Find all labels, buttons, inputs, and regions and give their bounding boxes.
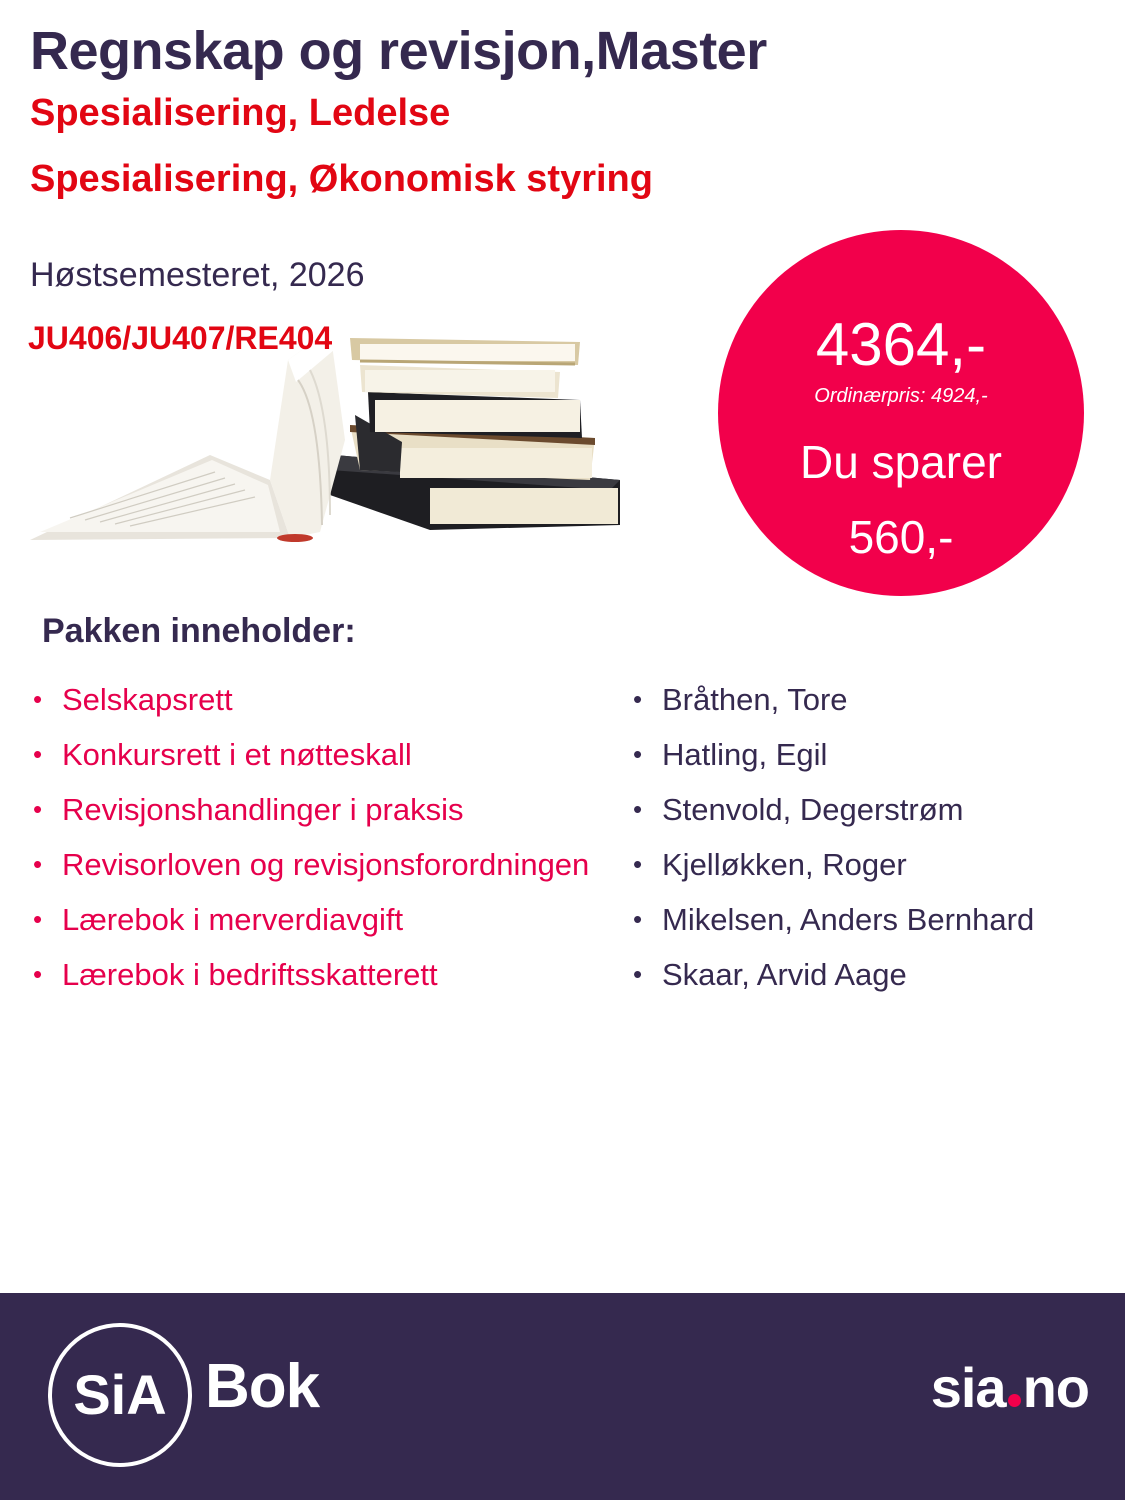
- book-titles-list: [30, 672, 589, 1002]
- ordinary-price: Ordinærpris: 4924,-: [814, 385, 988, 407]
- bok-logo-text: Bok: [205, 1352, 320, 1421]
- package-contents-heading: Pakken inneholder:: [42, 612, 356, 650]
- footer-bar: [0, 1293, 1125, 1500]
- book-authors-list: [630, 672, 1034, 1002]
- list-item: • Mikelsen, Anders Bernhard: [630, 892, 1034, 947]
- list-item: • Lærebok i bedriftsskatterett: [30, 947, 589, 1002]
- list-item: • Revisorloven og revisjonsforordningen: [30, 837, 589, 892]
- list-item: • Stenvold, Degerstrøm: [630, 782, 1034, 837]
- price-badge: [718, 230, 1084, 596]
- list-item: • Kjelløkken, Roger: [630, 837, 1034, 892]
- list-item: • Selskapsrett: [30, 672, 589, 727]
- list-item: • Lærebok i merverdiavgift: [30, 892, 589, 947]
- savings-amount: 560,-: [848, 511, 954, 563]
- open-book: [30, 330, 345, 542]
- dot-icon: [1008, 1394, 1021, 1407]
- specialization-okonomisk-styring: Spesialisering, Økonomisk styring: [30, 158, 653, 200]
- list-item: • Hatling, Egil: [630, 727, 1034, 782]
- savings-label: Du sparer: [800, 436, 1002, 488]
- sia-logo-text: SiA: [73, 1363, 167, 1426]
- list-item: • Bråthen, Tore: [630, 672, 1034, 727]
- course-codes: JU406/JU407/RE404: [28, 320, 333, 356]
- site-name: sia: [930, 1356, 1006, 1419]
- list-item: • Revisjonshandlinger i praksis: [30, 782, 589, 837]
- package-price: 4364,-: [815, 311, 987, 378]
- page-title: Regnskap og revisjon,Master: [30, 21, 767, 81]
- site-link[interactable]: [931, 1355, 1089, 1420]
- semester-label: Høstsemesteret, 2026: [30, 256, 365, 294]
- book-stack: [330, 338, 620, 530]
- site-tld: no: [1022, 1356, 1089, 1419]
- list-item: • Konkursrett i et nøtteskall: [30, 727, 589, 782]
- specialization-ledelse: Spesialisering, Ledelse: [30, 92, 451, 134]
- list-item: • Skaar, Arvid Aage: [630, 947, 1034, 1002]
